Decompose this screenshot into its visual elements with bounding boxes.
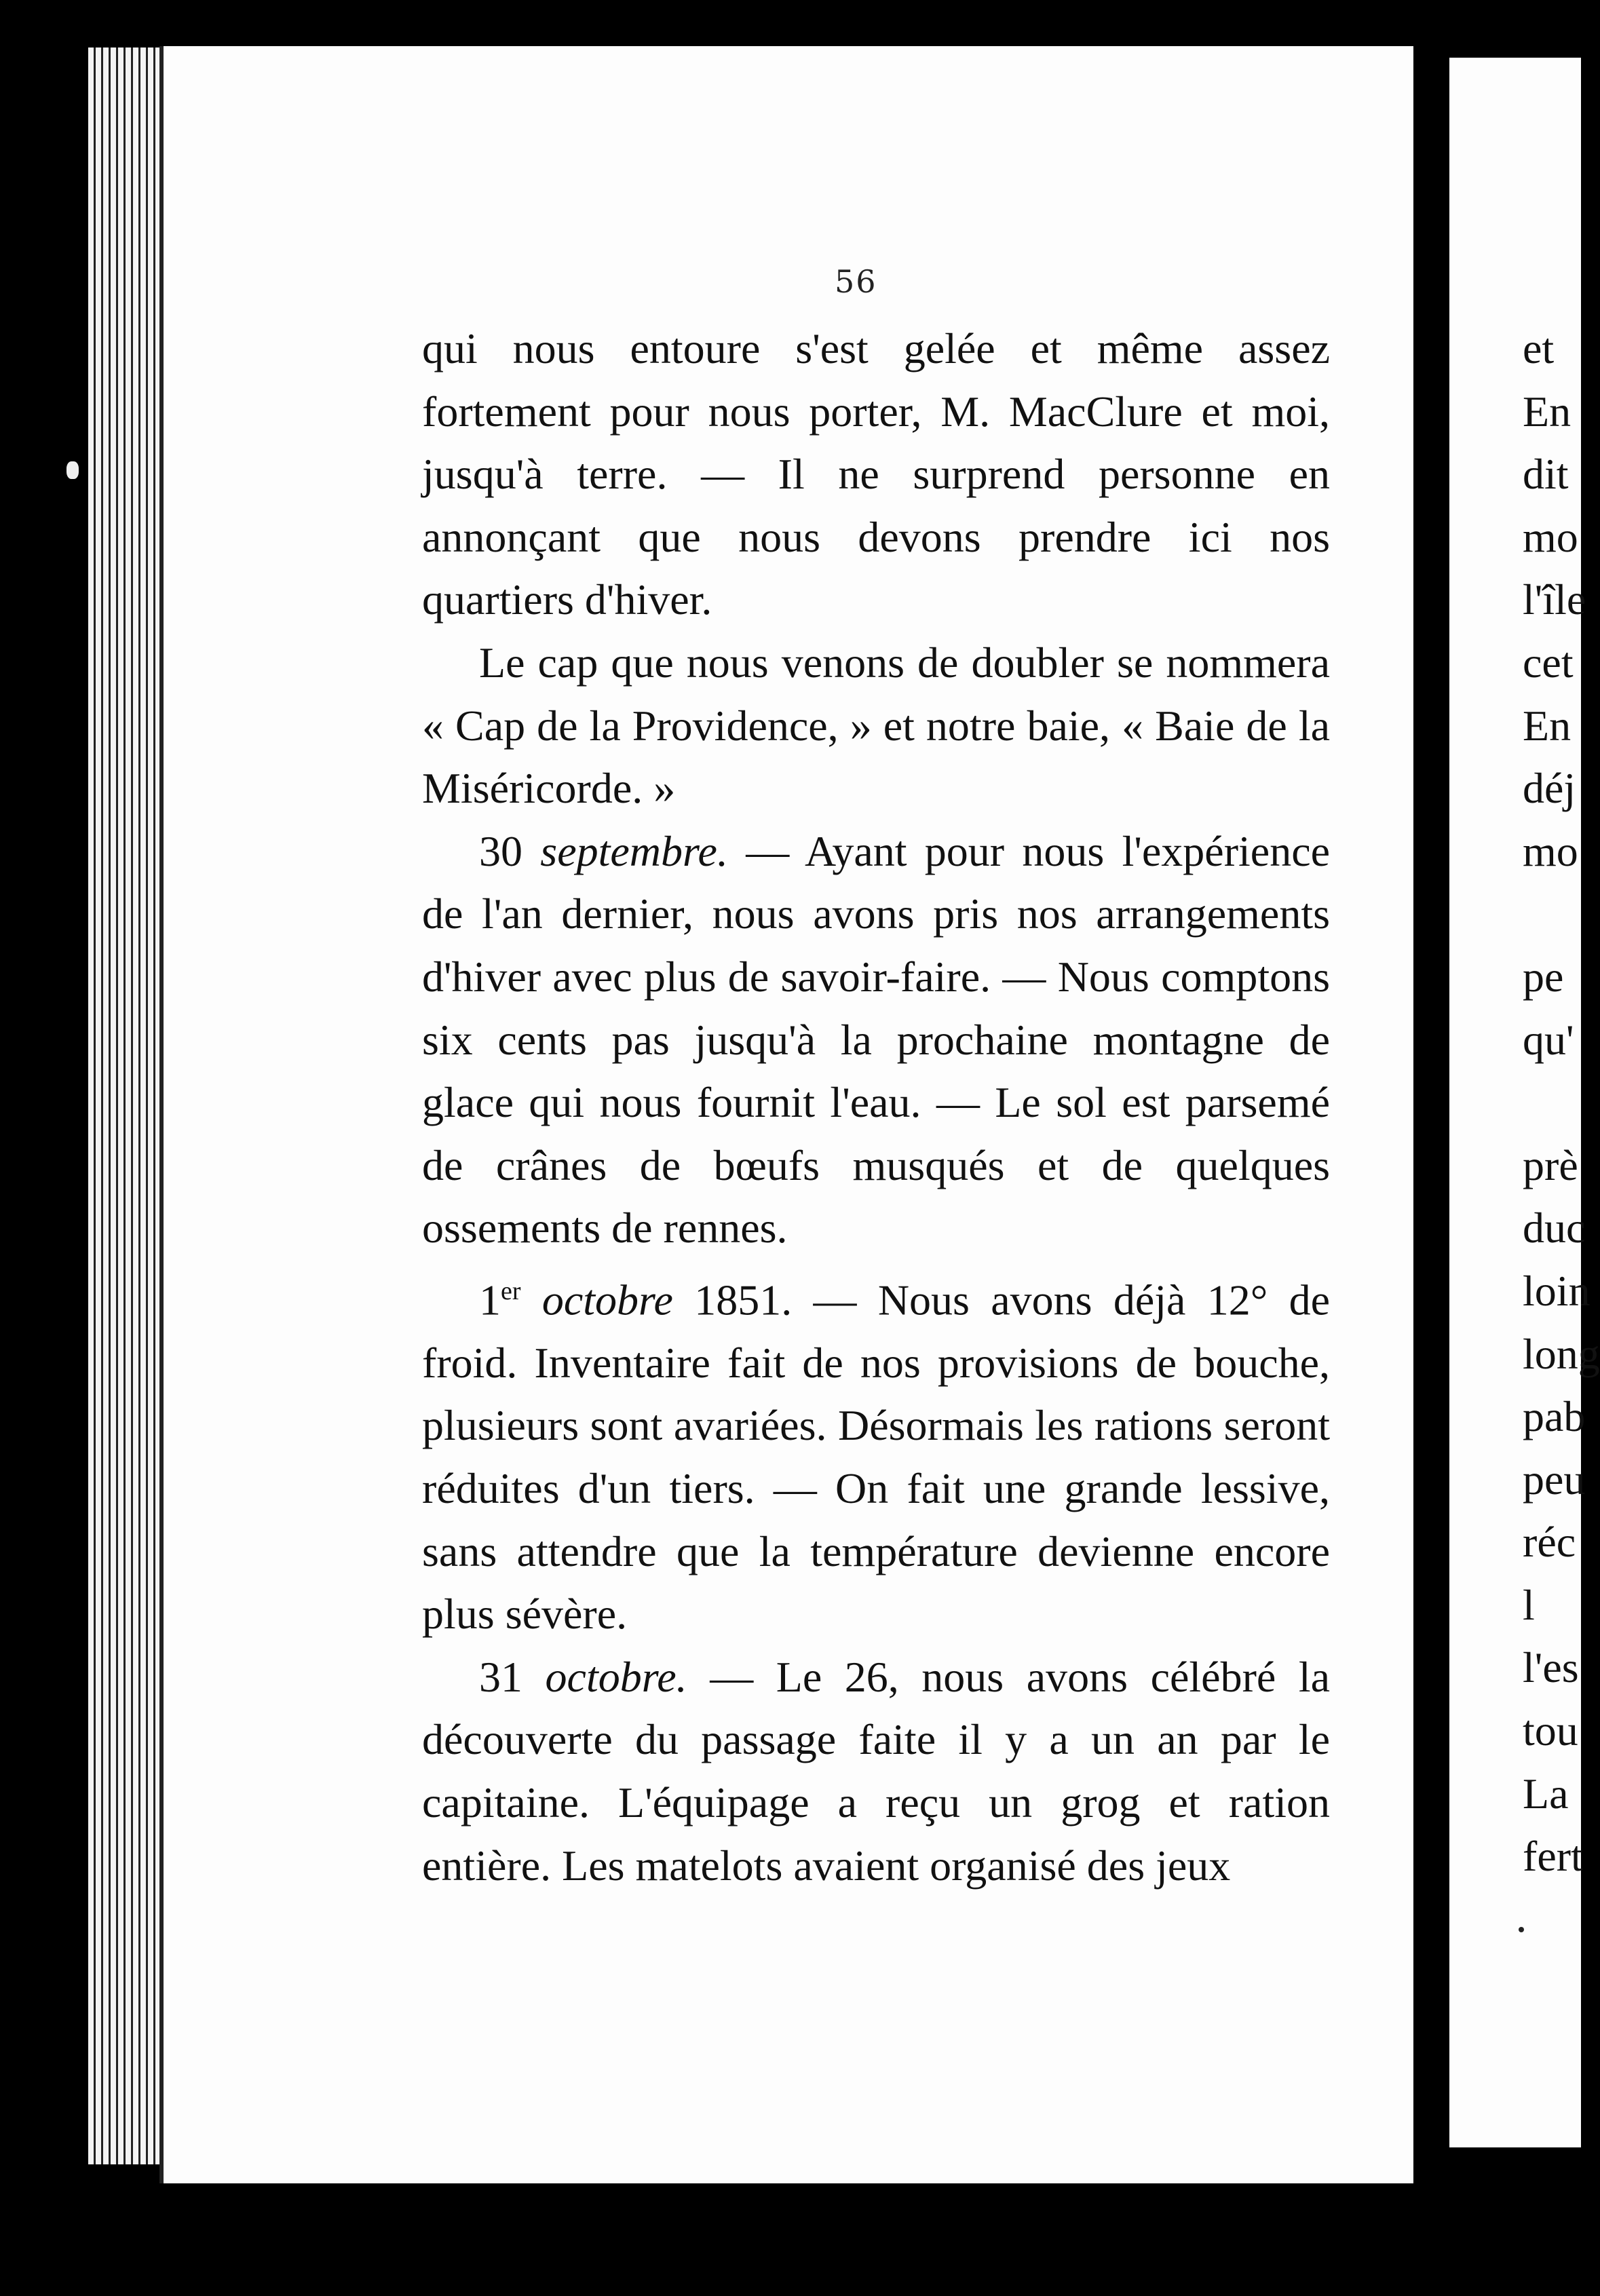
- facing-line-fragment: déj: [1523, 764, 1576, 813]
- facing-line-fragment: dit: [1523, 450, 1569, 499]
- text-run: qui nous entoure s'est gelée et même assez fortement pour nous porter, M. MacClure et moi, jusqu'à terre. — Il ne surprend personne en annonçant que nous devons prendre ici nos quartiers d'hiver.: [422, 324, 1330, 624]
- facing-line-fragment: mo: [1523, 512, 1578, 561]
- text-run: 30: [479, 826, 541, 875]
- paragraph: [422, 1260, 1330, 1646]
- facing-line-fragment: La: [1523, 1769, 1569, 1818]
- facing-line-fragment: [1523, 883, 1600, 946]
- date-italic: octobre: [520, 1276, 673, 1324]
- facing-line-fragment: l'île: [1523, 575, 1586, 624]
- facing-line-fragment: pe: [1523, 952, 1564, 1001]
- facing-line-fragment: l'es: [1523, 1643, 1579, 1692]
- text-run: Le cap que nous venons de doubler se nommera « Cap de la Providence, » et notre baie, « Baie de la Miséricorde. »: [422, 638, 1330, 813]
- facing-line-fragment: peu: [1523, 1455, 1586, 1504]
- facing-line-fragment: qu': [1523, 1015, 1574, 1064]
- page-edges: [88, 47, 170, 2164]
- facing-line-fragment: [1523, 1071, 1600, 1134]
- facing-line-fragment: tou: [1523, 1706, 1578, 1755]
- facing-line-fragment: En: [1523, 701, 1572, 750]
- gutter: [1418, 47, 1440, 2205]
- page-number: 56: [835, 263, 877, 300]
- date-italic: septembre.: [540, 826, 728, 875]
- facing-line-fragment: mo: [1523, 826, 1578, 875]
- facing-line-fragment: loin: [1523, 1266, 1591, 1315]
- facing-line-fragment: fert: [1523, 1832, 1583, 1881]
- paragraph: [422, 632, 1330, 820]
- paragraph: [422, 318, 1330, 632]
- facing-line-fragment: duc: [1523, 1204, 1586, 1252]
- text-run: 1: [479, 1276, 501, 1324]
- facing-line-fragment: et: [1523, 324, 1555, 372]
- text-run: 31: [479, 1652, 546, 1701]
- paragraph: [422, 820, 1330, 1260]
- facing-line-fragment: réc: [1523, 1518, 1576, 1567]
- facing-page-text: [1523, 318, 1600, 1888]
- facing-line-fragment: pab: [1523, 1392, 1586, 1441]
- facing-line-fragment: En: [1523, 387, 1572, 436]
- text-run: — Le 26, nous avons célébré la découverte du passage faite il y a un an par le capitaine. L'équipage a reçu un grog et ration entière. Les matelots avaient organisé des jeux: [422, 1652, 1330, 1890]
- facing-line-fragment: cet: [1523, 638, 1574, 687]
- facing-line-fragment: long: [1523, 1329, 1600, 1378]
- text-run: 1851. — Nous avons déjà 12° de froid. Inventaire fait de nos provisions de bouche, plusieurs sont avariées. Désormais les rations seront réduites d'un tiers. — On fait une grande lessive, sans attendre que la température devienne encore plus sévère.: [422, 1276, 1331, 1639]
- date-italic: octobre.: [545, 1652, 687, 1701]
- paragraph: [422, 1646, 1330, 1897]
- text-run: — Ayant pour nous l'expérience de l'an dernier, nous avons pris nos arrangements d'hiver avec plus de savoir-faire. — Nous comptons six cents pas jusqu'à la prochaine montagne de glace qui nous fournit l'eau. — Le sol est parsemé de crânes de bœufs musqués et de quelques ossements de rennes.: [422, 826, 1330, 1252]
- facing-line-fragment: l: [1523, 1580, 1535, 1629]
- body-text: [422, 318, 1330, 1897]
- page-speck: [1519, 1927, 1524, 1932]
- ordinal-suffix: er: [501, 1276, 521, 1305]
- facing-line-fragment: prè: [1523, 1141, 1578, 1189]
- margin-mark: [66, 461, 79, 479]
